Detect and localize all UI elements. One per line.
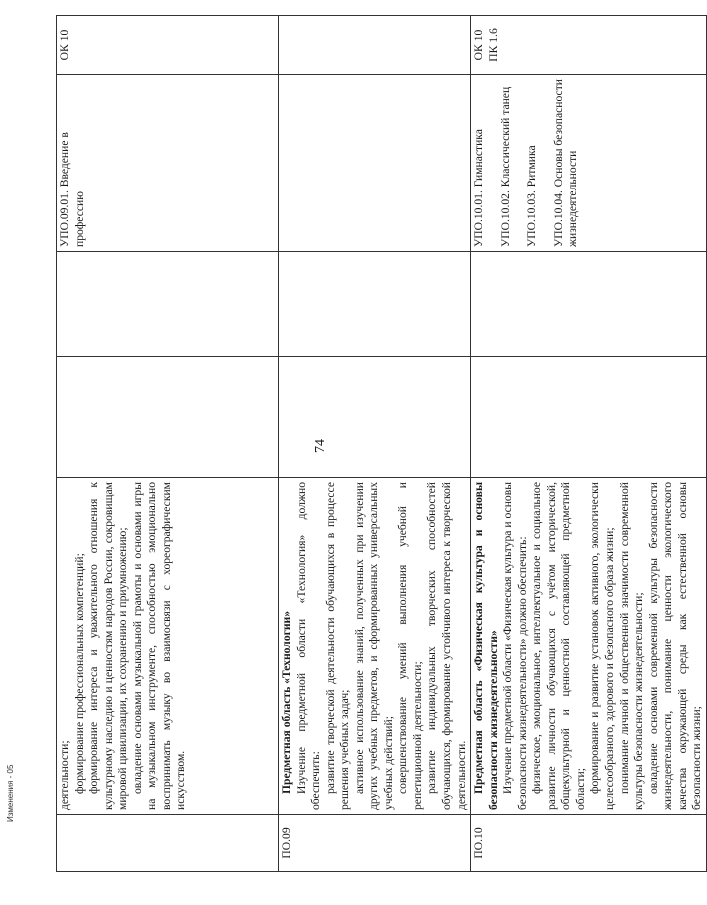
- competency-cell: [471, 16, 707, 75]
- table-row: [279, 16, 471, 872]
- content-paragraph: Изучение предметной области «Физическая культура и основы безопасности жизнедеятельности» должно обеспечить:: [501, 482, 529, 810]
- area-heading: Предметная область «Физическая культура и основы безопасности жизнедеятельности»: [472, 482, 500, 810]
- competency-cell: [279, 16, 471, 75]
- content-paragraph: Изучение предметной области «Технология» должно обеспечить:: [294, 482, 323, 810]
- empty-cell: [279, 357, 471, 478]
- table-row: [471, 16, 707, 872]
- empty-cell: [279, 252, 471, 357]
- area-code-cell: ПО.10: [471, 815, 707, 872]
- content-paragraph: развитие индивидуальных творческих способностей обучающихся, формирование устойчивого интереса к творческой деятельности.: [425, 482, 468, 810]
- empty-cell: [57, 357, 279, 478]
- content-paragraph: физическое, эмоциональное, интеллектуальное и социальное развитие личности обучающихся с учётом исторической, общекультурной и ценностной составляющей предметной области;: [530, 482, 587, 810]
- discipline-item: УПО.10.01. Гимнастика: [472, 129, 486, 247]
- rotated-table-wrapper: [56, 28, 704, 872]
- area-code-cell: [57, 815, 279, 872]
- content-paragraph: деятельности;: [58, 740, 71, 810]
- discipline-cell: [57, 75, 279, 252]
- content-cell: [57, 478, 279, 815]
- content-paragraph: овладение основами современной культуры безопасности жизнедеятельности, понимание ценности экологического качества окружающей среды как естественной основы безопасности жизни;: [646, 482, 704, 810]
- discipline-item: УПО.09.01. Введение в профессию: [58, 132, 86, 247]
- area-heading: Предметная область «Технологии»: [280, 610, 293, 794]
- empty-cell: [57, 252, 279, 357]
- competency-code: ПК 1.6: [486, 28, 500, 62]
- curriculum-table: [56, 15, 707, 872]
- discipline-cell: [471, 75, 707, 252]
- area-code-cell: ПО.09: [279, 815, 471, 872]
- content-cell: [471, 478, 707, 815]
- competency-cell: [57, 16, 279, 75]
- footer-revision-note: Изменения - 05: [6, 764, 15, 822]
- competency-code: ОК 10: [58, 29, 71, 61]
- discipline-item: УПО.10.04. Основы безопасности жизнедеятельности: [551, 79, 580, 247]
- table-row: [57, 16, 279, 872]
- content-paragraph: развитие творческой деятельности обучающихся в процессе решения учебных задач;: [323, 482, 352, 810]
- content-paragraph: формирование профессиональных компетенций;: [72, 553, 86, 794]
- content-cell: [279, 478, 471, 815]
- page-number: 74: [313, 439, 328, 453]
- content-paragraph: активное использование знаний, полученных при изучении других учебных предметов, и сформированных универсальных учебных действий;: [352, 482, 395, 810]
- discipline-item: УПО.10.03. Ритмика: [525, 145, 539, 247]
- discipline-cell: [279, 75, 471, 252]
- content-paragraph: формирование и развитие установок активного, экологически целесообразного, здорового и безопасного образа жизни;: [588, 482, 617, 810]
- content-paragraph: понимание личной и общественной значимости современной культуры безопасности жизнедеятельности;: [617, 482, 646, 810]
- content-paragraph: совершенствование умений выполнения учебной и репетиционной деятельности;: [396, 482, 424, 810]
- content-paragraph: овладение основами музыкальной грамоты и основами игры на музыкальном инструменте, способностью эмоционально воспринимать музыку во взаимосвязи с хореографическим искусством.: [130, 482, 188, 810]
- empty-cell: [471, 357, 707, 478]
- content-paragraph: формирование интереса и уважительного отношения к культурному наследию и ценностям народов России, сокровищам мировой цивилизации, их сохранению и приумножению;: [87, 482, 130, 810]
- empty-cell: [471, 252, 707, 357]
- discipline-item: УПО.10.02. Классический танец: [498, 86, 512, 247]
- competency-code: ОК 10: [472, 29, 486, 61]
